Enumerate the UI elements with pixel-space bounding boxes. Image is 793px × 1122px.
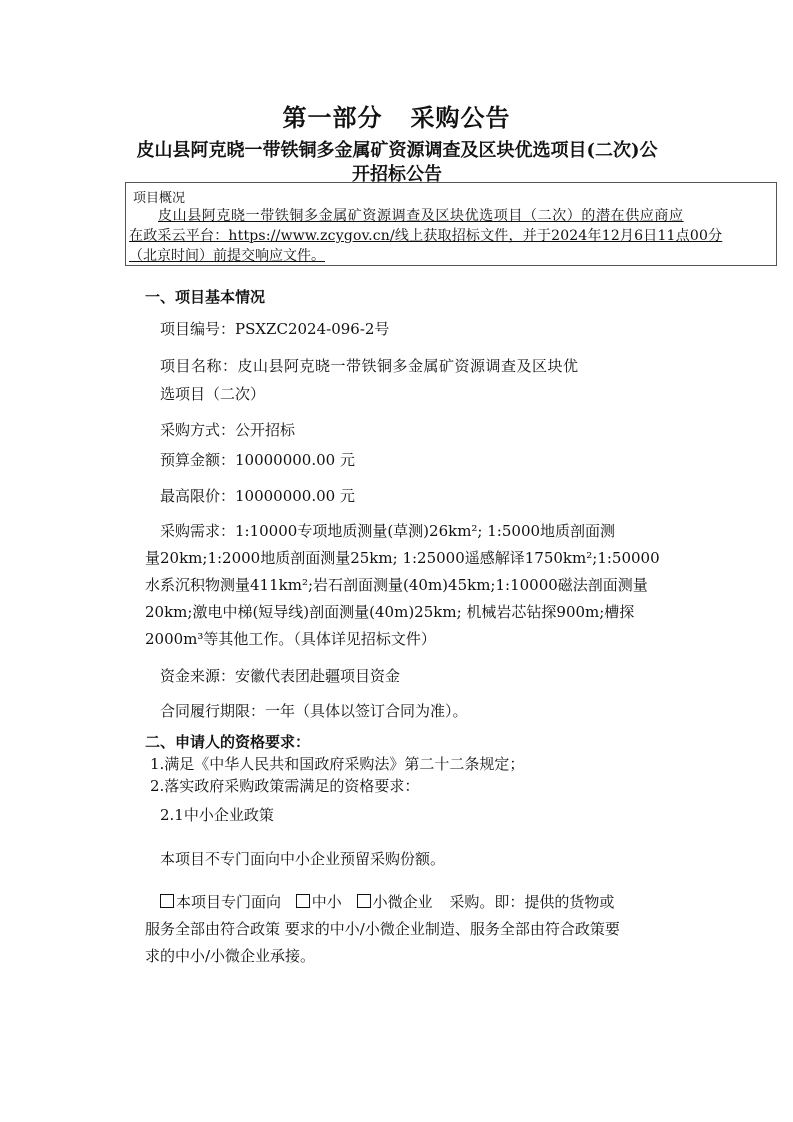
checkbox-micro-label: 小微企业	[372, 893, 433, 911]
demand-line-2: 量20km;1:2000地质剖面测量25km; 1:25000遥感解译1750km²;1:50000	[145, 549, 660, 567]
project-name-line-1: 项目名称：皮山县阿克晓一带铁铜多金属矿资源调查及区块优	[160, 357, 579, 375]
sme-checkbox-line	[160, 891, 614, 912]
section-2-heading: 二、申请人的资格要求：	[145, 733, 311, 751]
max-price: 最高限价：10000000.00 元	[160, 487, 355, 505]
demand-line-4: 20km;激电中梯(短导线)剖面测量(40m)25km; 机械岩芯钻探900m;槽探	[145, 603, 635, 621]
notice-title-line-1: 皮山县阿克晓一带铁铜多金属矿资源调查及区块优选项目(二次)公	[136, 140, 658, 161]
project-name-line-2: 选项目（二次）	[160, 385, 266, 403]
notice-title-line-2: 开招标公告	[352, 164, 442, 185]
overview-label: 项目概况	[133, 191, 186, 206]
checkbox-specific-label: 本项目专门面向	[176, 893, 282, 911]
demand-line-5: 2000m³等其他工作。（具体详见招标文件）	[145, 630, 436, 648]
checkbox-specific-icon[interactable]	[160, 894, 174, 908]
checkbox-sme-icon[interactable]	[296, 894, 310, 908]
demand-line-3: 水系沉积物测量411km²;岩石剖面测量(40m)45km;1:10000磁法剖面测量	[145, 576, 648, 594]
announcement-label: 采购公告	[410, 103, 511, 132]
section-1-heading: 一、项目基本情况	[145, 288, 266, 306]
requirement-1: 1.满足《中华人民共和国政府采购法》第二十二条规定；	[150, 755, 525, 773]
overview-box	[125, 182, 777, 266]
funding-source: 资金来源：安徽代表团赴疆项目资金	[160, 667, 401, 685]
overview-line-1: 皮山县阿克晓一带铁铜多金属矿资源调查及区块优选项目（二次）的潜在供应商应	[158, 208, 684, 224]
project-number: 项目编号：PSXZC2024-096-2号	[160, 320, 390, 338]
sme-statement-tail: 采购。即：提供的货物或	[449, 893, 615, 911]
requirement-2-1: 2.1中小企业政策	[160, 806, 274, 824]
sme-statement-line-2: 服务全部由符合政策 要求的中小/小微企业制造、服务全部由符合政策要	[145, 920, 620, 938]
overview-line-2: 在政采云平台：https://www.zcygov.cn/线上获取招标文件，并于2024年12月6日11点00分	[129, 228, 723, 244]
page-title	[0, 98, 793, 133]
requirement-2: 2.落实政府采购政策需满足的资格要求：	[150, 777, 420, 795]
checkbox-micro-icon[interactable]	[357, 894, 371, 908]
contract-period: 合同履行期限：一年（具体以签订合同为准）。	[160, 702, 468, 720]
overview-line-3: （北京时间）前提交响应文件。	[129, 248, 325, 264]
part-label: 第一部分	[282, 103, 383, 132]
demand-line-1: 采购需求：1:10000专项地质测量(草测)26km²; 1:5000地质剖面测	[160, 522, 616, 540]
budget-amount: 预算金额：10000000.00 元	[160, 451, 355, 469]
sme-note: 本项目不专门面向中小企业预留采购份额。	[160, 850, 446, 868]
sme-statement-line-3: 求的中小/小微企业承接。	[145, 947, 316, 965]
procurement-method: 采购方式：公开招标	[160, 421, 296, 439]
checkbox-sme-label: 中小	[311, 893, 342, 911]
